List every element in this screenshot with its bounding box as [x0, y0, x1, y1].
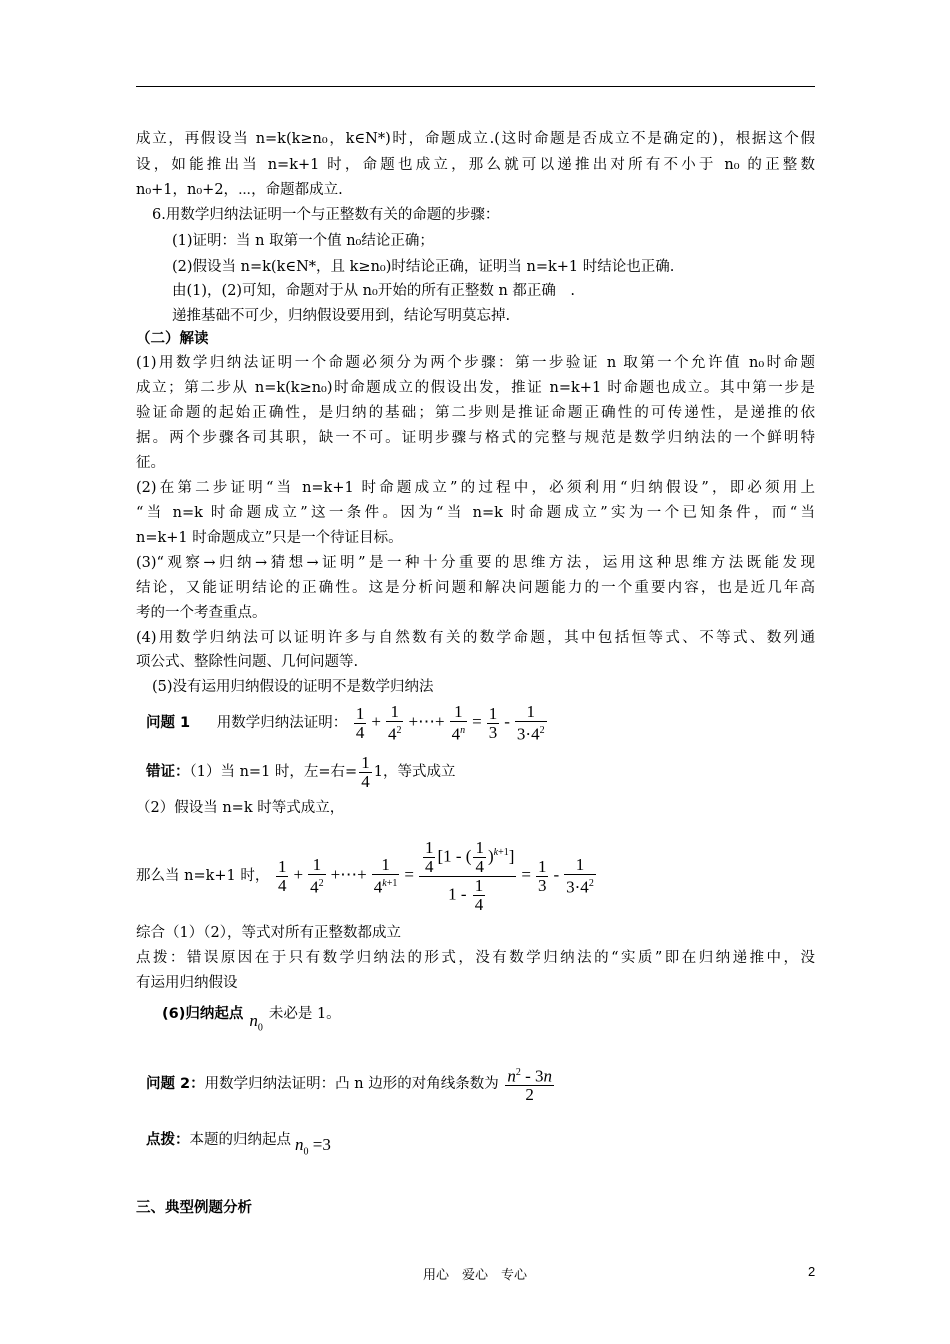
interp-line: 据。两个步骤各司其职，缺一不可。证明步骤与格式的完整与规范是数学归纳法的一个鲜明特: [136, 430, 815, 446]
interp-line: 结论，又能证明结论的正确性。这是分析问题和解决问题能力的一个重要内容，也是近几年高: [136, 580, 815, 596]
problem-1-label: 问题 1: [146, 715, 191, 731]
wrong-text-b: 1，等式成立: [373, 764, 456, 780]
hint-2-text: 本题的归纳起点: [189, 1132, 291, 1148]
assume-line: （2）假设当 n=k 时等式成立，: [136, 800, 345, 816]
wrong-text-a: （1）当 n=1 时，左=右=: [189, 764, 358, 780]
header-rule: [136, 86, 815, 87]
problem-2-text: 用数学归纳法证明：凸 n 边形的对角线条数为: [204, 1076, 499, 1092]
interp-line: (2)在第二步证明“当 n=k+1 时命题成立”的过程中，必须利用“归纳假设”，即必须用上: [136, 480, 815, 496]
footer-text: 用心 爱心 专心: [422, 1268, 527, 1283]
interp-line: 验证命题的起始正确性，是归纳的基础；第二步则是推证命题正确性的可传递性，是递推的依: [136, 405, 815, 421]
para-line: n₀+1，n₀+2，⋯，命题都成立.: [136, 182, 343, 198]
problem-1-text: 用数学归纳法证明：: [216, 715, 348, 731]
formula-sum: $\frac{1}{4}$ + $\frac{1}{4^2}$ +⋯+ $\frac{1}{4^n}$ = $\frac{1}{3}$ - $\frac{1}{3\cdot 4^2}$: [355, 701, 545, 744]
p6-label: (6)归纳起点: [162, 1006, 244, 1022]
steps-heading: 6.用数学归纳法证明一个与正整数有关的命题的步骤：: [152, 207, 500, 223]
step-2: (2)假设当 n=k(k∈N*，且 k≥n₀)时结论正确，证明当 n=k+1 时结论也正确.: [172, 259, 675, 275]
interp-line: 项公式、整除性问题、几何问题等.: [136, 654, 359, 670]
step-1: (1)证明：当 n 取第一个值 n₀结论正确；: [172, 233, 434, 249]
problem-2: [146, 1058, 556, 1110]
interp-line: (4)用数学归纳法可以证明许多与自然数有关的数学命题，其中包括恒等式、不等式、数列通: [136, 630, 815, 646]
then-line: [136, 830, 598, 921]
p6-tail: 未必是 1。: [268, 1006, 341, 1022]
interp-line: (1)用数学归纳法证明一个命题必须分为两个步骤：第一步验证 n 取第一个允许值 n₀时命题: [136, 355, 815, 371]
hint-line: 点拨：错误原因在于只有数学归纳法的形式，没有数学归纳法的“实质”即在归纳递推中，没: [136, 950, 815, 966]
interp-line: (3)“观察→归纳→猜想→证明”是一种十分重要的思维方法，运用这种思维方法既能发现: [136, 555, 815, 571]
formula-induction: $\frac{1}{4}$ + $\frac{1}{4^2}$ +⋯+ $\frac{1}{4^{k+1}}$ = $\frac{1}{4}$ [1 - ( $\frac{1}{4}$ )$^{k+1}$] 1 - $\frac{1}{4}$ = $\frac{1}{3}$ - $\frac{1}{3\cdot 4^2}$: [277, 837, 594, 914]
problem-1: [146, 700, 549, 745]
interp-line: (5)没有运用归纳假设的证明不是数学归纳法: [152, 679, 434, 695]
wrong-proof: 错证：（1）当 n=1 时，左=右= $\frac{1}{4}$ 1，等式成立: [146, 752, 456, 791]
conclude-line: 综合（1）（2），等式对所有正整数都成立: [136, 925, 401, 941]
page-number: 2: [808, 1264, 816, 1279]
start-point-line: (6)归纳起点 $n_0$未必是 1。: [162, 1006, 341, 1034]
step-4: 递推基础不可少，归纳假设要用到，结论写明莫忘掉.: [172, 308, 511, 324]
section-heading: （二）解读: [136, 331, 209, 347]
hint-2: 点拨：本题的归纳起点 $n_0 =3$: [146, 1132, 331, 1158]
interp-line: “当 n=k 时命题成立”这一条件。因为“当 n=k 时命题成立”实为一个已知条件，而“当: [136, 505, 815, 521]
then-text: 那么当 n=k+1 时，: [136, 868, 270, 884]
hint-2-label: 点拨：: [146, 1132, 190, 1148]
interp-line: 成立；第二步从 n=k(k≥n₀)时命题成立的假设出发，推证 n=k+1 时命题也成立。其中第一步是: [136, 380, 815, 396]
wrong-label: 错证：: [146, 764, 190, 780]
section-heading: 三、典型例题分析: [136, 1200, 252, 1216]
para-line: 成立，再假设当 n=k(k≥n₀，k∈N*)时，命题成立.(这时命题是否成立不是确定的)，根据这个假: [136, 131, 815, 147]
formula-diagonals: $\frac{n^2 - 3n}{2}$: [505, 1064, 554, 1105]
interp-line: 征。: [136, 455, 165, 471]
para-line: 设，如能推出当 n=k+1 时，命题也成立，那么就可以递推出对所有不小于 n₀ 的正整数: [136, 157, 815, 173]
step-3: 由(1)，(2)可知，命题对于从 n₀开始的所有正整数 n 都正确 .: [172, 283, 576, 299]
hint-line: 有运用归纳假设: [136, 975, 238, 991]
interp-line: n=k+1 时命题成立”只是一个待证目标。: [136, 530, 403, 546]
problem-2-label: 问题 2：: [146, 1076, 205, 1092]
interp-line: 考的一个考查重点。: [136, 605, 267, 621]
